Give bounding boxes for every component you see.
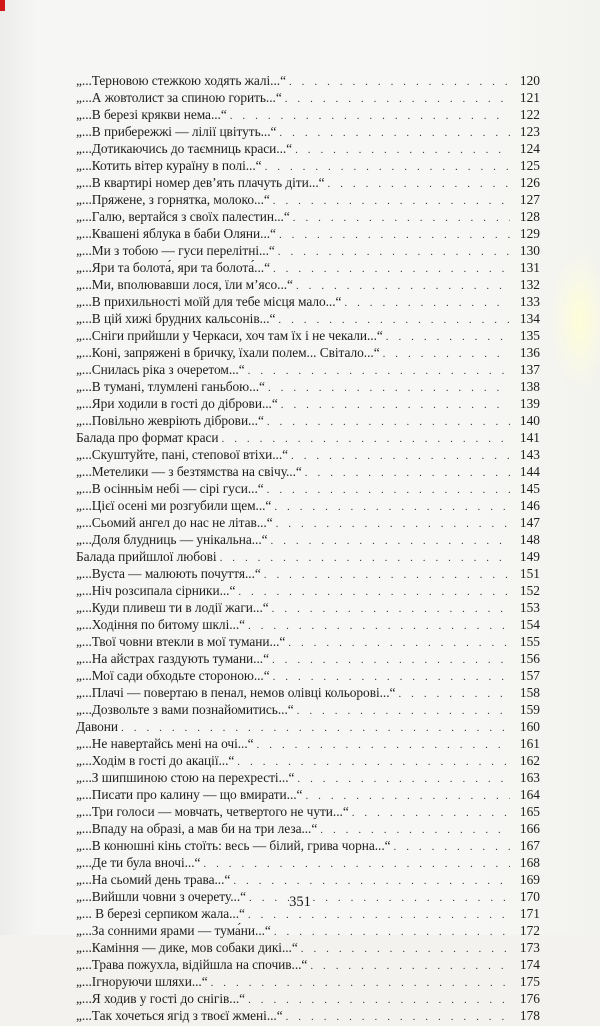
- dot-leader: [273, 261, 510, 278]
- toc-entry-page: 173: [519, 940, 540, 955]
- toc-entry-page: 154: [519, 617, 540, 632]
- dot-leader: [238, 584, 510, 601]
- toc-entry-page: 167: [519, 838, 540, 853]
- toc-entry-page: 134: [519, 311, 540, 326]
- dot-leader: [268, 380, 510, 397]
- toc-entry-page: 137: [519, 362, 540, 377]
- toc-entry-page: 126: [519, 175, 540, 190]
- toc-entry-page: 131: [519, 260, 540, 275]
- toc-entry-title: „...Квашені яблука в баби Оляни...“: [76, 226, 276, 241]
- dot-leader: [248, 363, 510, 380]
- toc-entry: [76, 123, 540, 140]
- toc-entry-title: „...Куди пливеш ти в лодії жаги...“: [76, 600, 269, 615]
- toc-entry-page: 157: [519, 668, 540, 683]
- toc-entry: [76, 310, 540, 327]
- toc-entry-title: „...Котить вітер кураїну в полі...“: [76, 158, 262, 173]
- toc-entry-page: 174: [519, 957, 540, 972]
- dot-leader: [301, 941, 510, 958]
- dot-leader: [274, 924, 510, 941]
- toc-entry-page: 176: [519, 991, 540, 1006]
- toc-entry-page: 148: [519, 532, 540, 547]
- dot-leader: [394, 839, 510, 856]
- toc-entry-page: 130: [519, 243, 540, 258]
- toc-entry: [76, 463, 540, 480]
- toc-entry-page: 159: [519, 702, 540, 717]
- dot-leader: [271, 533, 510, 550]
- toc-entry-page: 171: [519, 906, 540, 921]
- toc-entry-page: 149: [519, 549, 540, 564]
- toc-entry: [76, 276, 540, 293]
- toc-entry-title: „...Пряжене, з горнятка, молоко...“: [76, 192, 270, 207]
- toc-entry-page: 160: [519, 719, 540, 734]
- toc-entry-title: „...Трава пожухла, відійшла на спочив...“: [76, 957, 308, 972]
- toc-entry-page: 151: [519, 566, 540, 581]
- toc-entry-page: 169: [519, 872, 540, 887]
- toc-entry: [76, 956, 540, 973]
- toc-entry-title: „...Каміння — дике, мов собаки дикі...“: [76, 940, 298, 955]
- dot-leader: [233, 873, 510, 890]
- toc-entry: [76, 293, 540, 310]
- toc-entry-page: 165: [519, 804, 540, 819]
- toc-entry: [76, 225, 540, 242]
- dot-leader: [272, 652, 510, 669]
- toc-entry-title: „...Яри ходили в гості до діброви...“: [76, 396, 278, 411]
- toc-entry-page: 146: [519, 498, 540, 513]
- dot-leader: [203, 856, 510, 873]
- dot-leader: [274, 499, 510, 516]
- toc-entry: [76, 378, 540, 395]
- toc-entry-title: „...Ходіння по битому шклі...“: [76, 617, 246, 632]
- toc-entry-title: „...На сьомий день трава...“: [76, 872, 231, 887]
- toc-entry-page: 162: [519, 753, 540, 768]
- toc-entry-page: 155: [519, 634, 540, 649]
- toc-entry-page: 163: [519, 770, 540, 785]
- toc-entry: [76, 582, 540, 599]
- toc-entry-title: „...Метелики — з безтямства на свічу...“: [76, 464, 302, 479]
- toc-entry: [76, 412, 540, 429]
- toc-entry: [76, 599, 540, 616]
- dot-leader: [383, 346, 510, 363]
- toc-entry-page: 129: [519, 226, 540, 241]
- toc-entry-page: 138: [519, 379, 540, 394]
- dot-leader: [352, 805, 510, 822]
- dot-leader: [295, 142, 510, 159]
- toc-entry-page: 124: [519, 141, 540, 156]
- toc-entry: [76, 854, 540, 871]
- toc-entry: [76, 344, 540, 361]
- toc-entry: [76, 786, 540, 803]
- toc-entry-title: „...Впаду на образі, а мав би на три леза...“: [76, 821, 318, 836]
- toc-entry: [76, 633, 540, 650]
- toc-entry: [76, 446, 540, 463]
- toc-entry-page: 178: [519, 1008, 540, 1023]
- toc-entry-title: Балада прийшлої любові: [76, 549, 217, 564]
- toc-entry-title: „...Сніги прийшли у Черкаси, хоч там їх і не чекали...“: [76, 328, 383, 343]
- toc-entry-title: „...Галю, вертайся з своїх палестин...“: [76, 209, 290, 224]
- dot-leader: [305, 465, 510, 482]
- toc-entry-page: 122: [519, 107, 540, 122]
- toc-entry: [76, 480, 540, 497]
- dot-leader: [273, 193, 510, 210]
- toc-entry: [76, 242, 540, 259]
- toc-entry: [76, 667, 540, 684]
- dot-leader: [398, 686, 510, 703]
- dot-leader: [279, 227, 510, 244]
- toc-entry-title: „...Так хочеться ягід з твоєї жмені...“: [76, 1008, 283, 1023]
- toc-entry-title: „...А жовтолист за спиною горить...“: [76, 90, 282, 105]
- toc-entry: [76, 72, 540, 89]
- dot-leader: [257, 737, 510, 754]
- toc-entry: [76, 871, 540, 888]
- dot-leader: [310, 958, 510, 975]
- toc-entry-title: „...Де ти була вночі...“: [76, 855, 201, 870]
- toc-entry: [76, 922, 540, 939]
- toc-entry-page: 164: [519, 787, 540, 802]
- toc-entry: [76, 990, 540, 1007]
- toc-entry-title: „...В квартирі номер дев’ять плачуть діти...“: [76, 175, 325, 190]
- toc-entry: [76, 361, 540, 378]
- toc-entry-page: 145: [519, 481, 540, 496]
- dot-leader: [272, 601, 510, 618]
- toc-entry-title: „...Три голоси — мовчать, четвертого не чути...“: [76, 804, 349, 819]
- dot-leader: [211, 975, 510, 992]
- dot-leader: [279, 125, 510, 142]
- toc-entry-title: „...Коні, запряжені в бричку, їхали полем... Світало...“: [76, 345, 380, 360]
- toc-entry: [76, 531, 540, 548]
- toc-entry-page: 152: [519, 583, 540, 598]
- toc-entry-page: 147: [519, 515, 540, 530]
- toc-entry-page: 156: [519, 651, 540, 666]
- toc-entry-title: „...За сонними ярами — тума́ни...“: [76, 923, 271, 938]
- toc-entry-title: „...Писати про калину — що вмирати...“: [76, 787, 303, 802]
- dot-leader: [278, 244, 510, 261]
- toc-entry: [76, 429, 540, 446]
- toc-entry-page: 121: [519, 90, 540, 105]
- dot-leader: [293, 210, 510, 227]
- toc-entry-page: 139: [519, 396, 540, 411]
- toc-entry: [76, 327, 540, 344]
- dot-leader: [297, 703, 510, 720]
- toc-entry-title: „...Ми з тобою — гуси перелітні...“: [76, 243, 275, 258]
- toc-entry-page: 136: [519, 345, 540, 360]
- toc-entry: [76, 718, 540, 735]
- toc-entry: [76, 565, 540, 582]
- toc-entry: [76, 191, 540, 208]
- dot-leader: [291, 448, 510, 465]
- toc-entry-title: „...Скуштуйте, пані, степової втіхи...“: [76, 447, 289, 462]
- toc-entry-title: „...Сьомий ангел до нас не літав...“: [76, 515, 273, 530]
- toc-entry: [76, 497, 540, 514]
- dot-leader: [386, 329, 510, 346]
- toc-entry-title: „...Плачі — повертаю в пенал, немов олівці кольорові...“: [76, 685, 396, 700]
- dot-leader: [344, 295, 510, 312]
- toc-entry-page: 172: [519, 923, 540, 938]
- toc-entry: [76, 548, 540, 565]
- toc-entry: [76, 769, 540, 786]
- toc-entry: [76, 650, 540, 667]
- toc-entry-title: „...З шипшиною стою на перехресті...“: [76, 770, 295, 785]
- toc-entry: [76, 1007, 540, 1024]
- toc-entry-title: „...Снилась ріка з очеретом...“: [76, 362, 245, 377]
- light-glare: [550, 250, 600, 390]
- toc-entry-page: 135: [519, 328, 540, 343]
- toc-entry-title: „...В прибережжі — лілії цвітуть...“: [76, 124, 277, 139]
- toc-entry-title: Балада про формат краси: [76, 430, 219, 445]
- toc-entry-title: „...Повільно жевріють діброви...“: [76, 413, 264, 428]
- toc-entry-page: 144: [519, 464, 540, 479]
- toc-entry: [76, 973, 540, 990]
- toc-entry: [76, 939, 540, 956]
- toc-entry-page: 133: [519, 294, 540, 309]
- toc-entry-page: 175: [519, 974, 540, 989]
- toc-entry-title: „...В конюшні кінь стоїть: весь — білий, грива чорна...“: [76, 838, 391, 853]
- toc-entry-title: „...Ми, вполювавши лося, їли м’ясо...“: [76, 277, 293, 292]
- page-number: 351: [289, 894, 311, 910]
- toc-entry: [76, 684, 540, 701]
- toc-entry-page: 140: [519, 413, 540, 428]
- toc-entry: [76, 89, 540, 106]
- toc-entry-title: „...Вуста — малюють почуття...“: [76, 566, 261, 581]
- toc-entry-title: „...В осінньім небі — сірі гуси...“: [76, 481, 264, 496]
- toc-entry: [76, 395, 540, 412]
- toc-entry-title: „...Ігноруючи шляхи...“: [76, 974, 208, 989]
- toc-entry-title: „...Яри та болота́, яри та болота́...“: [76, 260, 270, 275]
- dot-leader: [297, 771, 510, 788]
- toc-entry-page: 120: [519, 73, 540, 88]
- toc-entry-page: 168: [519, 855, 540, 870]
- toc-entry-page: 123: [519, 124, 540, 139]
- toc-entry-title: „...Вийшли човни з очерету...“: [76, 889, 247, 904]
- toc-entry-title: „...Доля блудниць — унікальна...“: [76, 532, 268, 547]
- toc-entry: [76, 259, 540, 276]
- toc-entry: [76, 106, 540, 123]
- dot-leader: [264, 567, 510, 584]
- toc-entry-page: 141: [519, 430, 540, 445]
- toc-entry-title: „...Ніч розсипала сірники...“: [76, 583, 236, 598]
- toc-entry: [76, 735, 540, 752]
- toc-entry-title: „...Ходім в гості до акації...“: [76, 753, 235, 768]
- toc-entry-title: „...В березі крякви нема...“: [76, 107, 227, 122]
- page-corner-mark: [0, 0, 5, 11]
- toc-entry-title: „...Дозвольте з вами познайомитись...“: [76, 702, 294, 717]
- dot-leader: [281, 397, 510, 414]
- toc-entry: [76, 752, 540, 769]
- toc-entry: [76, 820, 540, 837]
- toc-entry-title: „...Твої човни втекли в мої тумани...“: [76, 634, 286, 649]
- toc-entry: [76, 837, 540, 854]
- toc-entry: [76, 157, 540, 174]
- toc-entry: [76, 701, 540, 718]
- toc-entry-page: 128: [519, 209, 540, 224]
- dot-leader: [328, 176, 510, 193]
- toc-entry: [76, 174, 540, 191]
- toc-entry-page: 132: [519, 277, 540, 292]
- dot-leader: [288, 635, 510, 652]
- toc-entry-title: „...Я ходив у гості до снігів...“: [76, 991, 246, 1006]
- dot-leader: [289, 74, 510, 91]
- toc-entry-page: 143: [519, 447, 540, 462]
- toc-entry-title: „... В березі серпиком жала...“: [76, 906, 245, 921]
- toc-entry-title: „...Цієї осені ми розгубили щем...“: [76, 498, 272, 513]
- dot-leader: [248, 992, 510, 1009]
- toc-entry: [76, 616, 540, 633]
- table-of-contents: [76, 72, 540, 1024]
- dot-leader: [286, 1009, 510, 1026]
- toc-entry: [76, 514, 540, 531]
- toc-entry-title: „...На айстрах газдують тумани...“: [76, 651, 269, 666]
- toc-entry-title: Давони: [76, 719, 119, 734]
- dot-leader: [276, 516, 510, 533]
- toc-entry: [76, 803, 540, 820]
- toc-entry-page: 161: [519, 736, 540, 751]
- toc-entry-page: 166: [519, 821, 540, 836]
- toc-entry-title: „...Терновою стежкою ходять жалі...“: [76, 73, 286, 88]
- toc-entry-page: 170: [519, 889, 540, 904]
- toc-entry-title: „...Мої сади обходьте стороною...“: [76, 668, 270, 683]
- toc-entry-page: 153: [519, 600, 540, 615]
- toc-entry-title: „...В тумані, тлумлені ганьбою...“: [76, 379, 265, 394]
- dot-leader: [267, 482, 510, 499]
- toc-entry-page: 127: [519, 192, 540, 207]
- toc-entry-title: „...Не навертайсь мені на очі...“: [76, 736, 254, 751]
- toc-entry-title: „...В цій хижі брудних кальсонів...“: [76, 311, 276, 326]
- toc-entry-title: „...В прихильності моїй для тебе місця мало...“: [76, 294, 342, 309]
- dot-leader: [285, 91, 510, 108]
- toc-entry: [76, 140, 540, 157]
- toc-entry-page: 158: [519, 685, 540, 700]
- dot-leader: [267, 414, 510, 431]
- toc-entry: [76, 208, 540, 225]
- toc-entry-title: „...Дотикаючись до таємниць краси...“: [76, 141, 293, 156]
- toc-entry-page: 125: [519, 158, 540, 173]
